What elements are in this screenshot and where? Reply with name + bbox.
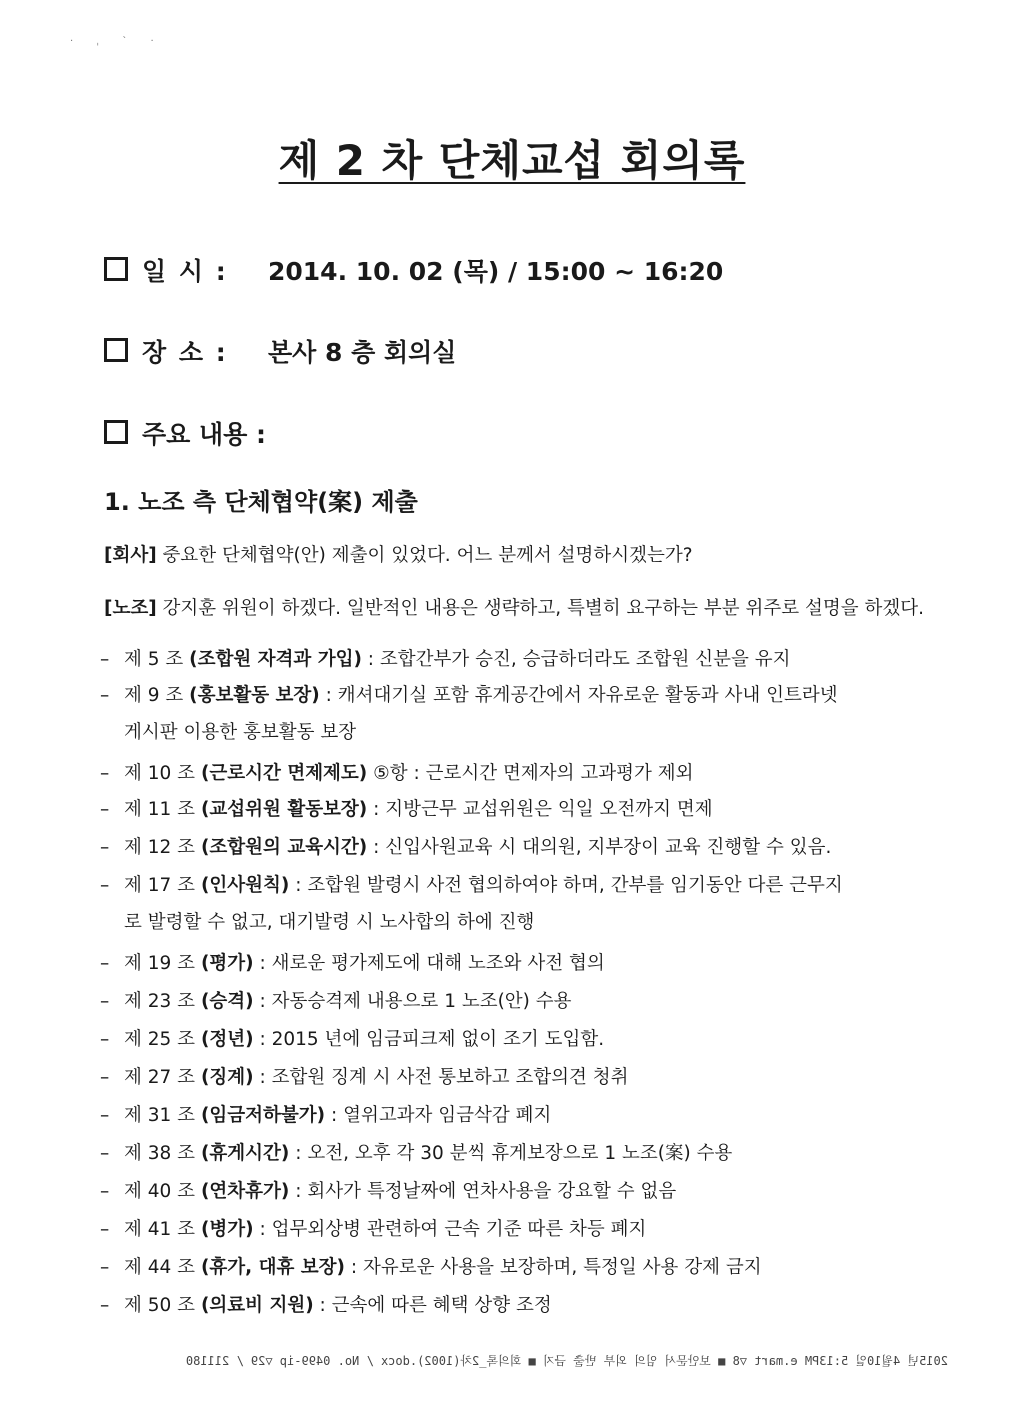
article-number: 제 31 조 [124, 1105, 201, 1126]
article-title: (인사원칙) [200, 875, 290, 896]
bullet-dash-icon: – [100, 685, 110, 706]
article-line [124, 1180, 676, 1203]
article-line [124, 684, 838, 707]
dialog-text: 강지훈 위원이 하겠다. 일반적인 내용은 생략하고, 특별히 요구하는 부분 위주로 설명을 하겠다. [156, 598, 924, 619]
meta-place [104, 333, 456, 369]
article-item [100, 952, 605, 975]
article-text: : 업무외상병 관련하여 근속 기준 따른 차등 폐지 [253, 1219, 647, 1240]
article-item [100, 1180, 676, 1203]
article-item [100, 798, 713, 821]
article-line [124, 1294, 552, 1317]
article-title: (교섭위원 활동보장) [200, 799, 368, 820]
article-line [124, 952, 605, 975]
article-line [124, 836, 831, 859]
article-item [100, 648, 791, 671]
article-title: (의료비 지원) [200, 1295, 314, 1316]
article-line [124, 648, 791, 671]
article-text: : 자유로운 사용을 보장하며, 특정일 사용 강제 금지 [344, 1257, 762, 1278]
bullet-dash-icon: – [100, 1105, 110, 1126]
article-number: 제 9 조 [124, 685, 190, 706]
article-item [100, 684, 838, 744]
article-text: : 2015 년에 임금피크제 없이 조기 도입함. [253, 1029, 605, 1050]
bullet-dash-icon: – [100, 1257, 110, 1278]
article-title: (휴게시간) [200, 1143, 290, 1164]
article-text: : 조합원 발령시 사전 협의하여야 하며, 간부를 임기동안 다른 근무지 [289, 875, 843, 896]
dialog-line-company [104, 541, 693, 567]
article-item [100, 836, 831, 859]
article-line [124, 874, 843, 897]
article-title: (평가) [200, 953, 254, 974]
article-text: : 근속에 따른 혜택 상향 조정 [313, 1295, 552, 1316]
article-text: : 지방근무 교섭위원은 익일 오전까지 면제 [367, 799, 713, 820]
article-line [124, 1028, 604, 1051]
article-title: (정년) [200, 1029, 254, 1050]
article-item [100, 1256, 762, 1279]
meta-place-value: 본사 8 층 회의실 [268, 338, 457, 367]
article-number: 제 27 조 [124, 1067, 201, 1088]
section-heading: 1. 노조 측 단체협약(案) 제출 [104, 488, 418, 516]
bullet-dash-icon: – [100, 953, 110, 974]
scan-specks: · ˌ ˋ · [70, 36, 164, 47]
bullet-dash-icon: – [100, 991, 110, 1012]
article-text: : 신입사원교육 시 대의원, 지부장이 교육 진행할 수 있음. [367, 837, 832, 858]
article-text: ⑤항 : 근로시간 면제자의 고과평가 제외 [367, 763, 694, 784]
article-number: 제 11 조 [124, 799, 201, 820]
article-line [124, 1104, 551, 1127]
bullet-dash-icon: – [100, 837, 110, 858]
dialog-line-union [104, 594, 924, 620]
article-number: 제 44 조 [124, 1257, 201, 1278]
article-title: (조합원 자격과 가입) [189, 649, 362, 670]
bullet-dash-icon: – [100, 1219, 110, 1240]
article-number: 제 40 조 [124, 1181, 201, 1202]
checkbox-square-icon [104, 420, 128, 444]
article-number: 제 50 조 [124, 1295, 201, 1316]
article-continuation: 게시판 이용한 홍보활동 보장 [124, 722, 357, 743]
article-title: (근로시간 면제제도) [200, 763, 368, 784]
article-text: : 회사가 특정날짜에 연차사용을 강요할 수 없음 [289, 1181, 677, 1202]
article-item [100, 1104, 551, 1127]
article-text: : 조합원 징계 시 사전 통보하고 조합의견 청취 [253, 1067, 629, 1088]
article-item [100, 762, 693, 785]
article-text: : 오전, 오후 각 30 분씩 휴게보장으로 1 노조(案) 수용 [289, 1143, 733, 1164]
article-text: : 조합간부가 승진, 승급하더라도 조합원 신분을 유지 [361, 649, 791, 670]
checkbox-square-icon [104, 257, 128, 281]
article-line [124, 1066, 629, 1089]
article-title: (임금저하불가) [200, 1105, 326, 1126]
article-title: (승격) [200, 991, 254, 1012]
article-continuation: 로 발령할 수 없고, 대기발령 시 노사합의 하에 진행 [124, 912, 535, 933]
article-number: 제 25 조 [124, 1029, 201, 1050]
bullet-dash-icon: – [100, 763, 110, 784]
article-line [124, 1142, 732, 1165]
bullet-dash-icon: – [100, 1181, 110, 1202]
article-item [100, 1294, 552, 1317]
dialog-text: 중요한 단체협약(안) 제출이 있었다. 어느 분께서 설명하시겠는가? [156, 545, 693, 566]
bullet-dash-icon: – [100, 875, 110, 896]
bullet-dash-icon: – [100, 1067, 110, 1088]
bullet-dash-icon: – [100, 649, 110, 670]
meta-date-label: 일 시 : [142, 257, 228, 286]
article-line [124, 1256, 762, 1279]
article-item [100, 1066, 629, 1089]
article-title: (징계) [200, 1067, 254, 1088]
article-title: (휴가, 대휴 보장) [200, 1257, 345, 1278]
bullet-dash-icon: – [100, 1029, 110, 1050]
article-number: 제 12 조 [124, 837, 201, 858]
article-text: : 열위고과자 임금삭감 폐지 [325, 1105, 552, 1126]
article-line [124, 990, 572, 1013]
article-title: (병가) [200, 1219, 254, 1240]
bullet-dash-icon: – [100, 1295, 110, 1316]
article-item [100, 990, 572, 1013]
article-text: : 새로운 평가제도에 대해 노조와 사전 협의 [253, 953, 605, 974]
article-number: 제 23 조 [124, 991, 201, 1012]
article-text: : 자동승격제 내용으로 1 노조(안) 수용 [253, 991, 572, 1012]
speaker-label: [회사] [104, 545, 157, 566]
meta-place-label: 장 소 : [142, 338, 228, 367]
document-title [0, 128, 1024, 188]
document-title-text: 제 2 차 단체교섭 회의록 [278, 136, 746, 185]
article-item [100, 1028, 604, 1051]
article-number: 제 5 조 [124, 649, 190, 670]
article-item [100, 1142, 732, 1165]
article-item [100, 1218, 646, 1241]
article-number: 제 17 조 [124, 875, 201, 896]
bullet-dash-icon: – [100, 1143, 110, 1164]
article-number: 제 10 조 [124, 763, 201, 784]
speaker-label: [노조] [104, 598, 157, 619]
article-line [124, 798, 713, 821]
meta-content [104, 415, 266, 451]
article-number: 제 38 조 [124, 1143, 201, 1164]
fax-footer: 2015년 4월10일 5:13PM e.mart ▽8 ■ 보안문서 임의 외부 반출 금지 ■ 회의록_2차(1002).docx / No. 0499-ip ▽29 / 211180 [185, 1354, 948, 1368]
article-number: 제 41 조 [124, 1219, 201, 1240]
article-line [124, 762, 693, 785]
checkbox-square-icon [104, 338, 128, 362]
meta-date [104, 252, 723, 288]
article-title: (홍보활동 보장) [189, 685, 320, 706]
article-text: : 캐셔대기실 포함 휴게공간에서 자유로운 활동과 사내 인트라넷 [319, 685, 838, 706]
article-line [124, 1218, 646, 1241]
article-number: 제 19 조 [124, 953, 201, 974]
meta-content-label: 주요 내용 : [142, 420, 267, 449]
bullet-dash-icon: – [100, 799, 110, 820]
article-title: (연차휴가) [200, 1181, 290, 1202]
article-title: (조합원의 교육시간) [200, 837, 368, 858]
meta-date-value: 2014. 10. 02 (목) / 15:00 ~ 16:20 [268, 257, 724, 286]
article-item [100, 874, 843, 934]
